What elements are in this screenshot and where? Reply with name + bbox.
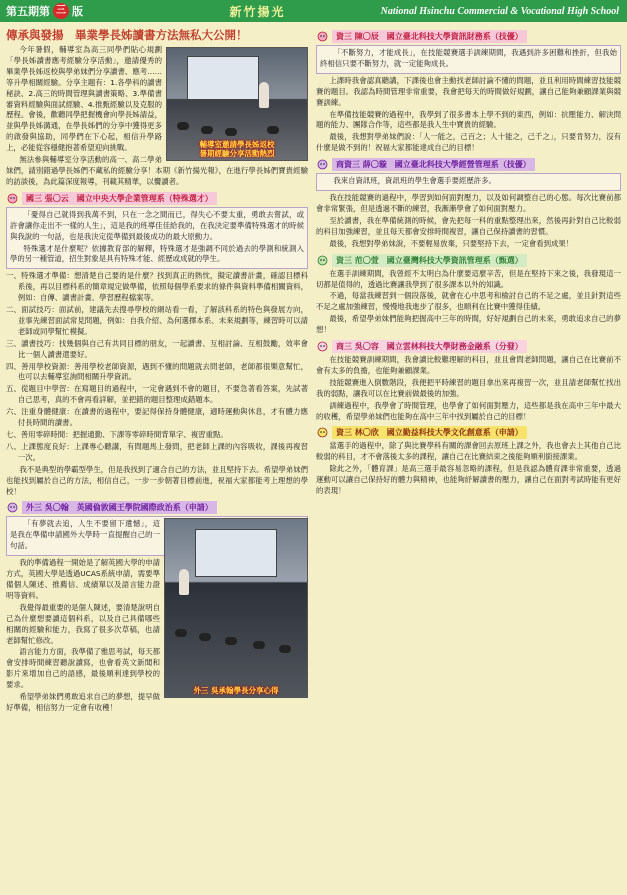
section-body: 我在技能競賽的過程中，學習到如何面對壓力，以及如何調整自己的心態。每次比賽前都會非常緊張，但是透過不斷的練習，我漸漸學會了如何面對壓力。 <box>316 193 621 213</box>
seat <box>225 128 237 136</box>
section-label: 外三 吳〇翰 英國倫敦國王學院國際政治系（申請） <box>22 501 217 514</box>
section-header <box>6 501 308 514</box>
seat <box>177 122 189 130</box>
closing-paragraph: 我不是典型的學霸型學生，但是我找到了適合自己的方法，並且堅持下去。希望學弟妹們也能找到屬於自己的方法，相信自己，一步一步朝著目標前進，祝福大家都能考上理想的學校！ <box>6 464 308 496</box>
section-body: 在準備技能競賽的過程中，我學到了很多書本上學不到的東西，例如：抗壓能力、解決問題的能力、團隊合作等，這些都是我人生中寶貴的經驗。 <box>316 109 621 130</box>
cartoon-icon <box>6 502 19 513</box>
section-body: 我覺得最重要的是個人陳述，要清楚說明自己為什麼想要讀這個科系，以及自己具備哪些相關的經驗和能力，我寫了很多次草稿，也請老師幫忙修改。 <box>6 602 160 645</box>
cartoon-icon <box>316 31 329 42</box>
quote-box <box>6 207 308 270</box>
section-body: 希望學弟妹們勇敢追求自己的夢想，提早做好準備，相信努力一定會有收穫！ <box>6 692 160 712</box>
quote-text: 「有夢就去追，人生不要留下遺憾」，這是我在準備申請國外大學時一直提醒自己的一句話。 <box>10 519 160 551</box>
list-item: 五、從題目中學習：在寫題目的過程中，一定會遇到不會的題目，不要急著看答案，先試著自己思考，真的不會再看詳解，並把錯的題目整理成錯題本。 <box>6 384 308 405</box>
left-column <box>6 26 308 891</box>
section-body: 在選手訓練期間，我曾經不太明白為什麼要這麼辛苦，但是在堅持下來之後，我發現這一切都是值得的，透過比賽讓我學到了很多課本以外的知識。 <box>316 268 621 289</box>
list-item: 二、面試技巧：面試前，建議先去搜尋學校的網站看一看，了解該科系的特色與發展方向，並事先練習面試常見問題，例如：自我介紹、為何選擇本系、未來規劃等，練習時可以請老師或同學幫忙模擬。 <box>6 305 308 336</box>
page-header <box>0 0 627 22</box>
photo-caption: 輔導室邀請學長姊返校 暑期經驗分享活動熱烈 <box>199 140 275 158</box>
cartoon-icon <box>316 255 329 266</box>
seat <box>175 629 187 637</box>
section-label: 國三 張〇云 國立中央大學企業管理系（特殊選才） <box>22 192 217 205</box>
cartoon-icon <box>316 427 329 438</box>
section-header <box>316 254 621 267</box>
section-body: 特殊選才是什麼呢？依據教育部的解釋，特殊選才是強調不同於過去的學測和統測入學的另一種管道，招生對象是具有特殊才能、經歷或成就的學生。 <box>10 243 304 264</box>
seat <box>267 126 279 134</box>
section-header <box>316 30 621 43</box>
section-label: 資三 陳〇辰 國立臺北科技大學資訊財務系（技優） <box>332 30 527 43</box>
cartoon-icon <box>316 159 329 170</box>
school-name: National Hsinchu Commercial & Vocational High School <box>380 5 619 17</box>
speaker-figure <box>179 569 189 595</box>
section-label: 資三 范〇萱 國立臺灣科技大學資訊管理系（甄選） <box>332 254 527 267</box>
section-header <box>316 426 621 439</box>
section-header <box>6 192 308 205</box>
intro-paragraph-1: 今年暑假，輔導室為高三同學們貼心規劃「學長姊讀書應考經驗分享活動」，邀請優秀的畢業學長姊返校與學弟妹們分享讀書、應考……等升學相關經驗。分享主題有：1.各學科的讀書秘訣、2.高三的時間管理與讀書策略、3.準備書審資料經驗與面試經驗、4.推甄經驗以及克服的歷程。會後，歡聽同學把握機會向學長姊請益，並與學長姊溝通，在學長姊們的分享中獲得更多的啟發與協助，同學們在下心起，相信升學路上，必能從容穩健抱著希望迎向挑戰。 <box>6 45 162 153</box>
quote-text: 「不斷努力，才能成長」，在技能競賽選手訓練期間，我遇到許多困難和挫折，但我始終相信只要不斷努力，就一定能夠成長。 <box>320 48 617 68</box>
quote-text: 我來自資訊班，資訊班的學生會選手要經歷許多。 <box>333 176 496 186</box>
intro-paragraph-2: 無法參與輔導室分享活動的高一、高二學弟妹們，請別錯過學長姊們不藏私的經驗分享！本期《新竹揚光報》，在進行學長姊們寶貴經驗的訪談後，為此篇深度報導，刊載其精華，以饗讀者。 <box>6 155 308 186</box>
photo-caption: 外三 吳承翰學長分享心得 <box>193 686 279 696</box>
section-label: 資三 林〇欣 國立勤益科技大學文化創意系（申請） <box>332 426 527 439</box>
section-header <box>316 340 621 353</box>
list-item: 三、讀書技巧：找幾個與自己有共同目標的朋友，一起讀書、互相討論、互相鼓勵，效率會比一個人讀書還要好。 <box>6 338 308 359</box>
photo-seminar <box>166 47 308 161</box>
section-body: 最後，希望學弟妹們能夠把握高中三年的時間，好好規劃自己的未來，勇敢追求自己的夢想！ <box>316 314 621 335</box>
section-body: 最後，我想對學弟妹們說：「人一能之，己百之；人十能之，己千之」，只要肯努力，沒有什麼是做不到的！祝福大家都能達成自己的目標！ <box>316 132 621 153</box>
quote-box <box>316 173 621 191</box>
photo-classroom <box>164 518 308 698</box>
section-body: 當選手的過程中，除了與比賽學科有關的課會回去原班上課之外，我也會去上其他自己比較弱的科目，才不會落後太多的課程，讓自己在比賽結束之後能夠順利銜接課業。 <box>316 441 621 462</box>
list-item: 六、注重身體健康：在讀書的過程中，要記得保持身體健康，適時運動與休息，才有體力應付長時間的讀書。 <box>6 407 308 428</box>
projector-screen <box>187 56 259 100</box>
section-label: 商三 吳〇容 國立雲林科技大學財務金融系（分發） <box>332 340 527 353</box>
section-body: 我的準備過程一開始是了解英國大學的申請方式，英國大學是透過UCAS系統申請，需要準備個人陳述、推薦信、成績單以及語言能力證明等資料。 <box>6 558 160 600</box>
section-label: 商資三 薛〇璇 國立臺北科技大學經營管理系（技優） <box>332 158 535 171</box>
projector-screen <box>195 529 277 577</box>
newspaper-title: 新竹揚光 <box>229 4 286 19</box>
speaker-figure <box>259 82 269 108</box>
seat <box>279 645 291 653</box>
section-body: 上課時我會認真聽講，下課後也會主動找老師討論不懂的問題，並且利用時間練習技能競賽的題目。我認為時間管理非常重要，我會把每天的時間做好規劃，讓自己能夠兼顧課業與競賽訓練。 <box>316 75 621 107</box>
section-body: 除此之外，「體育課」是高三選手最容易忽略的課程，但是我認為體育課非常重要，透過運動可以讓自己保持好的體力與精神，也能夠紓解讀書的壓力，讓自己在面對考試時能有更好的表現！ <box>316 464 621 496</box>
cartoon-icon <box>316 341 329 352</box>
list-item: 八、上課態度良好：上課專心聽講，有問題馬上發問，把老師上課的內容吸收，課後再複習一次。 <box>6 441 308 462</box>
issue-suffix: 版 <box>72 5 83 18</box>
quote-box <box>316 45 621 74</box>
issue-info <box>0 3 146 19</box>
page-number-badge: 三 <box>53 3 69 19</box>
section-body: 訓練過程中，我學會了時間管理，也學會了如何面對壓力，這些都是我在高中三年中最大的收穫，希望學弟妹們也能夠在高中三年中找到屬於自己的目標！ <box>316 400 621 421</box>
section-header <box>316 158 621 171</box>
seat <box>201 126 213 134</box>
section-body: 在技能競賽訓練期間，我會讀比較難理解的科目，並且會問老師問題，讓自己在比賽前不會有太多的負擔，也能夠兼顧課業。 <box>316 355 621 375</box>
list-item: 四、善用學校資源：善用學校老師資源，遇到不懂的問題就去問老師，老師都很樂意幫忙，也可以去輔導室詢問相關升學資訊。 <box>6 361 308 382</box>
section-body: 至於讀書，我在準備統測的時候，會先把每一科的重點整理出來，然後再針對自己比較弱的科目加強練習，並且每天都會安排時間複習，讓自己保持讀書的習慣。 <box>316 215 621 236</box>
quote-text: 「憂得自己就得到我萬不到，只在一念之間而已，得失心不要太重，勇敢去嘗試，或許會讓你走出不一樣的人生」，這是我的班導佳佳給我的，在我決定要準備特殊選才的時候與我說的一句話，也是我決定從準備到最後成功的最大原動力。 <box>10 209 304 241</box>
seat <box>253 641 265 649</box>
list-item: 一、特殊選才準備：想清楚自己要的是什麼？找到真正的熱忱，擬定讀書計畫，確認目標科系後，再以目標科系的簡章規定做準備，依照每個學系要求的條件與資料準備相關資料，例如：自傳、讀書計畫、學習歷程檔案等。 <box>6 271 308 303</box>
article-title: 傳承與發揚 畢業學長姊讀書方法無私大公開！ <box>6 28 248 42</box>
cartoon-icon <box>6 193 19 204</box>
section-body: 不過，每當我練習到一個段落後，就會在心中思考和檢討自己的不足之處，並且針對這些不足之處加強練習，慢慢地我進步了很多，也順利在比賽中獲得佳績。 <box>316 291 621 312</box>
section-body: 技能競賽進入倒數階段，我便把平時練習的題目拿出來再複習一次，並且請老師幫忙找出我的弱點，讓我可以在比賽前做最後的加強。 <box>316 377 621 398</box>
section-body: 語言能力方面，我準備了雅思考試，每天都會安排時間練習聽說讀寫，也會看英文新聞和影片來增加自己的語感，最後順利達到學校的要求。 <box>6 647 160 690</box>
section-body: 最後，我想對學弟妹說，不要輕易放棄，只要堅持下去，一定會看到成果！ <box>329 238 574 248</box>
issue-label: 第五期第 <box>6 5 50 18</box>
right-column <box>316 26 621 891</box>
seat <box>225 637 237 645</box>
seat <box>199 633 211 641</box>
list-item: 七、善用零碎時間：把握通勤、下課等零碎時間背單字、複習重點。 <box>6 430 228 439</box>
